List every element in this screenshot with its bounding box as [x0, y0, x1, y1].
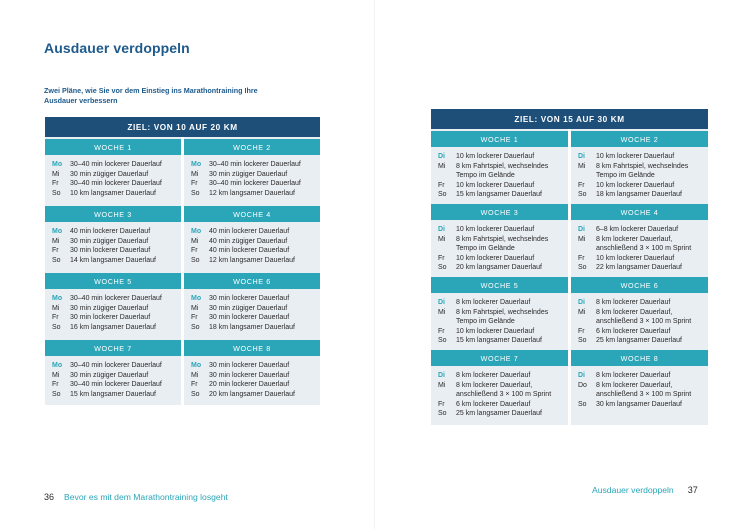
workout: 30 min zügiger Dauerlauf [70, 304, 149, 312]
week-schedule [184, 155, 320, 204]
schedule-row [52, 380, 177, 390]
week-schedule [45, 356, 181, 405]
schedule-row [191, 179, 316, 189]
schedule-row [52, 227, 177, 237]
week-card [571, 129, 708, 202]
week-schedule [45, 155, 181, 204]
weekday: Di [578, 299, 585, 306]
weekday: Fr [578, 254, 585, 262]
schedule-row [52, 371, 177, 381]
workout: 30–40 min lockerer Dauerlauf [209, 161, 301, 168]
schedule-row [52, 304, 177, 314]
running-head: Bevor es mit dem Marathontraining losgeht [64, 492, 228, 502]
workout: 10 km lockerer Dauerlauf [456, 226, 535, 233]
plan-goal-header: ZIEL: VON 10 AUF 20 KM [45, 117, 320, 137]
workout: 8 km Fahrtspiel, wechselndes Tempo im Gelände [596, 162, 689, 179]
weekday: Fr [191, 381, 198, 388]
workout: 22 km langsamer Dauerlauf [596, 264, 682, 271]
weekday: Fr [438, 254, 445, 262]
schedule-row [191, 246, 316, 256]
schedule-row [52, 313, 177, 323]
page-number: 36 [44, 492, 55, 502]
workout: 10 km lockerer Dauerlauf [596, 181, 675, 189]
weekday: So [191, 189, 200, 197]
weekday: Mi [52, 170, 60, 178]
workout: 30 min lockerer Dauerlauf [209, 314, 290, 321]
weekday: So [438, 410, 447, 417]
weekday: Mi [438, 308, 446, 316]
workout: 30 km langsamer Dauerlauf [596, 400, 682, 408]
workout: 30 min lockerer Dauerlauf [209, 371, 290, 379]
folio-right [592, 485, 698, 495]
schedule-row [438, 235, 564, 254]
schedule-row [52, 294, 177, 304]
workout: 20 min lockerer Dauerlauf [209, 381, 290, 388]
workout: 30 min zügiger Dauerlauf [70, 371, 149, 379]
schedule-row [438, 298, 564, 308]
weekday: Mo [191, 161, 202, 168]
weekday: So [191, 390, 200, 398]
week-header: WOCHE 1 [45, 139, 181, 155]
workout: 8 km lockerer Dauerlauf, anschließend 3 × 100 m Sprint [596, 381, 692, 398]
schedule-row [52, 390, 177, 400]
week-header: WOCHE 6 [184, 273, 320, 289]
week-header: WOCHE 7 [45, 340, 181, 356]
schedule-row [191, 380, 316, 390]
workout: 25 km langsamer Dauerlauf [596, 337, 682, 344]
weekday: Mi [52, 304, 60, 312]
workout: 30 min zügiger Dauerlauf [209, 170, 288, 178]
week-card [431, 129, 568, 202]
weekday: Mi [578, 235, 586, 243]
week-card [45, 204, 181, 271]
weekday: So [578, 264, 587, 271]
weekday: Fr [578, 327, 585, 335]
page-fold [374, 0, 375, 529]
schedule-row [191, 237, 316, 247]
running-head: Ausdauer verdoppeln [592, 485, 674, 495]
weekday: Mo [191, 228, 202, 235]
schedule-row [578, 162, 704, 181]
week-header: WOCHE 2 [184, 139, 320, 155]
weekday: So [52, 390, 61, 398]
week-header: WOCHE 4 [571, 204, 708, 220]
schedule-row [578, 298, 704, 308]
schedule-row [438, 381, 564, 400]
workout: 30 min zügiger Dauerlauf [209, 304, 288, 312]
schedule-row [191, 323, 316, 333]
week-card [184, 271, 320, 338]
schedule-row [191, 304, 316, 314]
workout: 30 min lockerer Dauerlauf [70, 247, 151, 254]
weekday: So [52, 189, 61, 197]
schedule-row [191, 170, 316, 180]
weekday: So [578, 337, 587, 344]
week-card [571, 202, 708, 275]
workout: 10 km lockerer Dauerlauf [456, 254, 535, 262]
schedule-row [438, 181, 564, 191]
workout: 8 km lockerer Dauerlauf [596, 372, 671, 379]
workout: 10 km lockerer Dauerlauf [596, 254, 675, 262]
schedule-row [438, 190, 564, 200]
workout: 40 min lockerer Dauerlauf [209, 228, 290, 235]
week-header: WOCHE 3 [431, 204, 568, 220]
training-plan-15-to-30 [431, 109, 708, 425]
workout: 30–40 min lockerer Dauerlauf [70, 362, 162, 369]
schedule-row [52, 246, 177, 256]
weekday: Fr [438, 181, 445, 189]
week-schedule [184, 222, 320, 271]
schedule-row [438, 308, 564, 327]
week-schedule [184, 289, 320, 338]
weekday: So [578, 191, 587, 198]
page-title: Ausdauer verdoppeln [44, 40, 190, 56]
weekday: Mi [438, 162, 446, 170]
week-schedule [571, 293, 708, 348]
week-header: WOCHE 8 [184, 340, 320, 356]
schedule-row [578, 181, 704, 191]
workout: 15 km langsamer Dauerlauf [456, 191, 542, 198]
week-card [45, 338, 181, 405]
workout: 8 km lockerer Dauerlauf, anschließend 3 × 100 m Sprint [596, 235, 692, 252]
workout: 20 km langsamer Dauerlauf [209, 390, 295, 398]
workout: 30–40 min lockerer Dauerlauf [70, 180, 162, 187]
workout: 10 km lockerer Dauerlauf [456, 153, 535, 160]
workout: 6 km lockerer Dauerlauf [456, 400, 531, 408]
week-header: WOCHE 3 [45, 206, 181, 222]
schedule-row [191, 189, 316, 199]
schedule-row [438, 327, 564, 337]
week-schedule [571, 366, 708, 425]
page-number: 37 [687, 485, 698, 495]
training-plan-10-to-20 [45, 117, 320, 405]
schedule-row [438, 225, 564, 235]
schedule-row [52, 179, 177, 189]
weekday: Do [578, 381, 587, 389]
schedule-row [578, 381, 704, 400]
week-card [431, 348, 568, 425]
weekday: Fr [52, 180, 59, 187]
weekday: So [578, 400, 587, 408]
workout: 12 km langsamer Dauerlauf [209, 256, 295, 264]
schedule-row [191, 256, 316, 266]
weekday: Fr [438, 400, 445, 408]
week-header: WOCHE 7 [431, 350, 568, 366]
workout: 8 km Fahrtspiel, wechselndes Tempo im Gelände [456, 308, 549, 325]
weekday: Mi [52, 371, 60, 379]
week-schedule [431, 220, 568, 275]
schedule-row [578, 400, 704, 410]
schedule-row [438, 336, 564, 346]
weekday: Fr [191, 247, 198, 254]
schedule-row [191, 294, 316, 304]
weekday: So [52, 256, 61, 264]
schedule-row [438, 263, 564, 273]
schedule-row [52, 189, 177, 199]
workout: 30–40 min lockerer Dauerlauf [209, 180, 301, 187]
workout: 40 min lockerer Dauerlauf [209, 247, 290, 254]
schedule-row [578, 371, 704, 381]
schedule-row [438, 254, 564, 264]
workout: 8 km Fahrtspiel, wechselndes Tempo im Gelände [456, 235, 549, 252]
schedule-row [438, 371, 564, 381]
weekday: Mi [191, 371, 199, 379]
workout: 10 km lockerer Dauerlauf [456, 327, 535, 335]
workout: 30–40 min lockerer Dauerlauf [70, 295, 162, 302]
weekday: Mo [191, 295, 202, 302]
week-header: WOCHE 5 [431, 277, 568, 293]
workout: 30–40 min lockerer Dauerlauf [70, 161, 162, 168]
week-schedule [184, 356, 320, 405]
workout: 20 km langsamer Dauerlauf [456, 264, 542, 271]
weekday: So [438, 191, 447, 198]
workout: 8 km lockerer Dauerlauf, anschließend 3 × 100 m Sprint [596, 308, 692, 325]
schedule-row [578, 254, 704, 264]
week-card [571, 348, 708, 425]
weeks-grid [45, 137, 320, 405]
weekday: Mo [52, 161, 63, 168]
week-schedule [431, 366, 568, 425]
workout: 15 km langsamer Dauerlauf [70, 390, 156, 398]
week-schedule [431, 293, 568, 348]
weekday: Mo [52, 362, 63, 369]
workout: 30 min lockerer Dauerlauf [209, 362, 290, 369]
workout: 16 km langsamer Dauerlauf [70, 323, 156, 331]
schedule-row [438, 162, 564, 181]
week-card [431, 202, 568, 275]
schedule-row [191, 160, 316, 170]
workout: 15 km langsamer Dauerlauf [456, 337, 542, 344]
folio-left [44, 492, 228, 502]
schedule-row [52, 256, 177, 266]
schedule-row [191, 371, 316, 381]
weekday: So [191, 323, 200, 331]
workout: 6–8 km lockerer Dauerlauf [596, 226, 679, 233]
weekday: Di [578, 226, 585, 233]
weekday: Mo [191, 362, 202, 369]
schedule-row [438, 400, 564, 410]
week-schedule [45, 289, 181, 338]
workout: 30 min zügiger Dauerlauf [70, 170, 149, 178]
workout: 30 min lockerer Dauerlauf [70, 314, 151, 321]
weeks-grid [431, 129, 708, 425]
weekday: Mo [52, 295, 63, 302]
weekday: Di [578, 153, 585, 160]
schedule-row [52, 170, 177, 180]
workout: 10 km lockerer Dauerlauf [456, 181, 535, 189]
week-header: WOCHE 2 [571, 131, 708, 147]
weekday: Mi [52, 237, 60, 245]
weekday: Mi [438, 381, 446, 389]
schedule-row [578, 235, 704, 254]
schedule-row [578, 263, 704, 273]
weekday: So [438, 264, 447, 271]
schedule-row [191, 390, 316, 400]
schedule-row [578, 308, 704, 327]
workout: 6 km lockerer Dauerlauf [596, 327, 671, 335]
weekday: Mo [52, 228, 63, 235]
week-header: WOCHE 4 [184, 206, 320, 222]
week-card [184, 204, 320, 271]
week-schedule [571, 147, 708, 202]
week-card [571, 275, 708, 348]
weekday: Mi [578, 308, 586, 316]
schedule-row [52, 361, 177, 371]
schedule-row [52, 160, 177, 170]
week-header: WOCHE 5 [45, 273, 181, 289]
weekday: Fr [52, 247, 59, 254]
weekday: Di [578, 372, 585, 379]
week-schedule [431, 147, 568, 202]
workout: 8 km lockerer Dauerlauf, anschließend 3 × 100 m Sprint [456, 381, 552, 398]
week-header: WOCHE 6 [571, 277, 708, 293]
weekday: Fr [52, 314, 59, 321]
workout: 12 km langsamer Dauerlauf [209, 189, 295, 197]
weekday: Fr [578, 181, 585, 189]
schedule-row [52, 237, 177, 247]
workout: 18 km langsamer Dauerlauf [209, 323, 295, 331]
schedule-row [578, 225, 704, 235]
workout: 18 km langsamer Dauerlauf [596, 191, 682, 198]
week-schedule [45, 222, 181, 271]
weekday: Fr [52, 381, 59, 388]
workout: 30 min lockerer Dauerlauf [209, 295, 290, 302]
workout: 10 km langsamer Dauerlauf [70, 189, 156, 197]
plan-goal-header: ZIEL: VON 15 AUF 30 KM [431, 109, 708, 129]
week-card [184, 137, 320, 204]
schedule-row [52, 323, 177, 333]
schedule-row [191, 361, 316, 371]
intro-text: Zwei Pläne, wie Sie vor dem Einstieg ins Marathontraining Ihre Ausdauer verbessern [44, 86, 258, 105]
week-card [184, 338, 320, 405]
schedule-row [438, 409, 564, 419]
workout: 40 min zügiger Dauerlauf [209, 237, 288, 245]
schedule-row [578, 152, 704, 162]
weekday: Mi [191, 237, 199, 245]
weekday: Di [438, 153, 445, 160]
weekday: So [52, 323, 61, 331]
schedule-row [191, 313, 316, 323]
weekday: Fr [191, 180, 198, 187]
workout: 8 km Fahrtspiel, wechselndes Tempo im Gelände [456, 162, 549, 179]
weekday: Mi [438, 235, 446, 243]
week-card [45, 137, 181, 204]
schedule-row [578, 190, 704, 200]
weekday: Di [438, 299, 445, 306]
weekday: Mi [578, 162, 586, 170]
schedule-row [438, 152, 564, 162]
workout: 8 km lockerer Dauerlauf [456, 299, 531, 306]
workout: 8 km lockerer Dauerlauf [596, 299, 671, 306]
weekday: Mi [191, 170, 199, 178]
weekday: Di [438, 372, 445, 379]
schedule-row [191, 227, 316, 237]
weekday: Fr [191, 314, 198, 321]
week-header: WOCHE 1 [431, 131, 568, 147]
weekday: Mi [191, 304, 199, 312]
weekday: So [191, 256, 200, 264]
schedule-row [578, 336, 704, 346]
workout: 30 min zügiger Dauerlauf [70, 237, 149, 245]
workout: 14 km langsamer Dauerlauf [70, 256, 156, 264]
workout: 40 min lockerer Dauerlauf [70, 228, 151, 235]
week-header: WOCHE 8 [571, 350, 708, 366]
week-card [45, 271, 181, 338]
workout: 8 km lockerer Dauerlauf [456, 372, 531, 379]
schedule-row [578, 327, 704, 337]
workout: 25 km langsamer Dauerlauf [456, 410, 542, 417]
weekday: Di [438, 226, 445, 233]
week-schedule [571, 220, 708, 275]
week-card [431, 275, 568, 348]
workout: 30–40 min lockerer Dauerlauf [70, 381, 162, 388]
weekday: So [438, 337, 447, 344]
workout: 10 km lockerer Dauerlauf [596, 153, 675, 160]
weekday: Fr [438, 327, 445, 335]
